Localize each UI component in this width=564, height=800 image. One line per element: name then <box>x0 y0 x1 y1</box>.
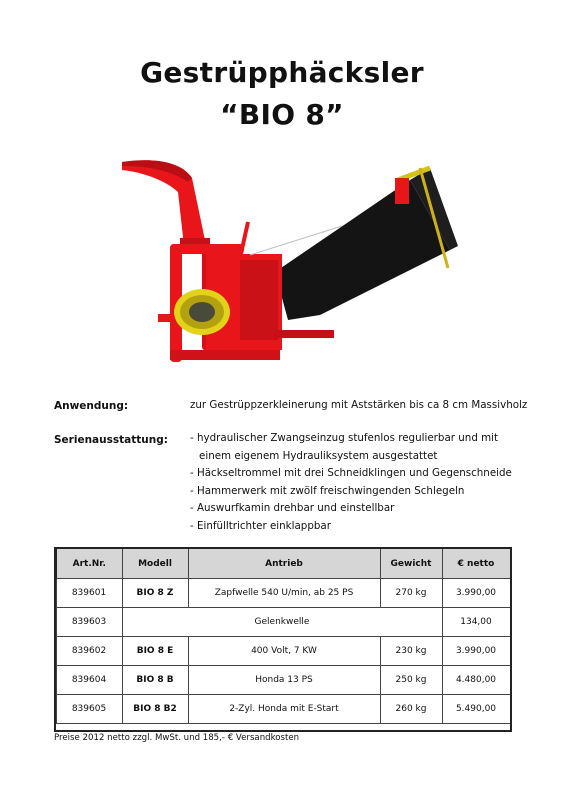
serien-item: - Häckseltrommel mit drei Schneidklingen und Gegenschneide <box>190 467 512 480</box>
anwendung-label: Anwendung: <box>54 400 129 412</box>
cell-antrieb: Honda 13 PS <box>188 666 380 695</box>
cell-modell: BIO 8 B2 <box>122 695 188 724</box>
cell-gewicht: 260 kg <box>380 695 442 724</box>
cell-gewicht: 230 kg <box>380 637 442 666</box>
col-artnr: Art.Nr. <box>56 549 122 579</box>
cell-modell: BIO 8 E <box>122 637 188 666</box>
cell-antrieb: 400 Volt, 7 KW <box>188 637 380 666</box>
page-title: Gestrüpphäcksler <box>140 56 424 89</box>
cell-preis: 4.480,00 <box>442 666 510 695</box>
anwendung-text: zur Gestrüppzerkleinerung mit Aststärken bis ca 8 cm Massivholz <box>190 399 528 411</box>
cell-antrieb: 2-Zyl. Honda mit E-Start <box>188 695 380 724</box>
serien-item: einem eigenem Hydrauliksystem ausgestattet <box>199 449 438 462</box>
cell-preis: 134,00 <box>442 608 510 637</box>
table-row <box>56 637 510 666</box>
table-row <box>56 579 510 608</box>
cell-art: 839601 <box>56 579 122 608</box>
cell-art: 839602 <box>56 637 122 666</box>
cell-art: 839605 <box>56 695 122 724</box>
product-photo <box>110 150 470 380</box>
cell-preis: 5.490,00 <box>442 695 510 724</box>
table-header-row <box>56 549 510 579</box>
cell-modell: BIO 8 B <box>122 666 188 695</box>
page-subtitle: “BIO 8” <box>220 98 344 131</box>
serien-item: - Auswurfkamin drehbar und einstellbar <box>190 502 395 515</box>
serien-item: - Hammerwerk mit zwölf freischwingenden Schlegeln <box>190 484 465 497</box>
cell-antrieb: Zapfwelle 540 U/min, ab 25 PS <box>188 579 380 608</box>
cell-preis: 3.990,00 <box>442 637 510 666</box>
table-row <box>56 608 510 637</box>
cell-gewicht: 270 kg <box>380 579 442 608</box>
footer-note: Preise 2012 netto zzgl. MwSt. und 185,- € Versandkosten <box>54 733 300 743</box>
cell-modell: BIO 8 Z <box>122 579 188 608</box>
serien-label: Serienausstattung: <box>54 434 168 446</box>
col-preis: € netto <box>442 549 510 579</box>
cell-preis: 3.990,00 <box>442 579 510 608</box>
cell-gewicht: 250 kg <box>380 666 442 695</box>
col-modell: Modell <box>122 549 188 579</box>
cell-merged: Gelenkwelle <box>122 608 442 637</box>
discharge-chute <box>122 160 206 246</box>
price-table <box>55 548 511 724</box>
col-antrieb: Antrieb <box>188 549 380 579</box>
table-row <box>56 695 510 724</box>
serien-list <box>190 430 512 536</box>
serien-item: - Einfülltrichter einklappbar <box>190 519 331 532</box>
table-row <box>56 666 510 695</box>
col-gewicht: Gewicht <box>380 549 442 579</box>
cell-art: 839603 <box>56 608 122 637</box>
cell-art: 839604 <box>56 666 122 695</box>
serien-item: - hydraulischer Zwangseinzug stufenlos regulierbar und mit <box>190 432 499 444</box>
